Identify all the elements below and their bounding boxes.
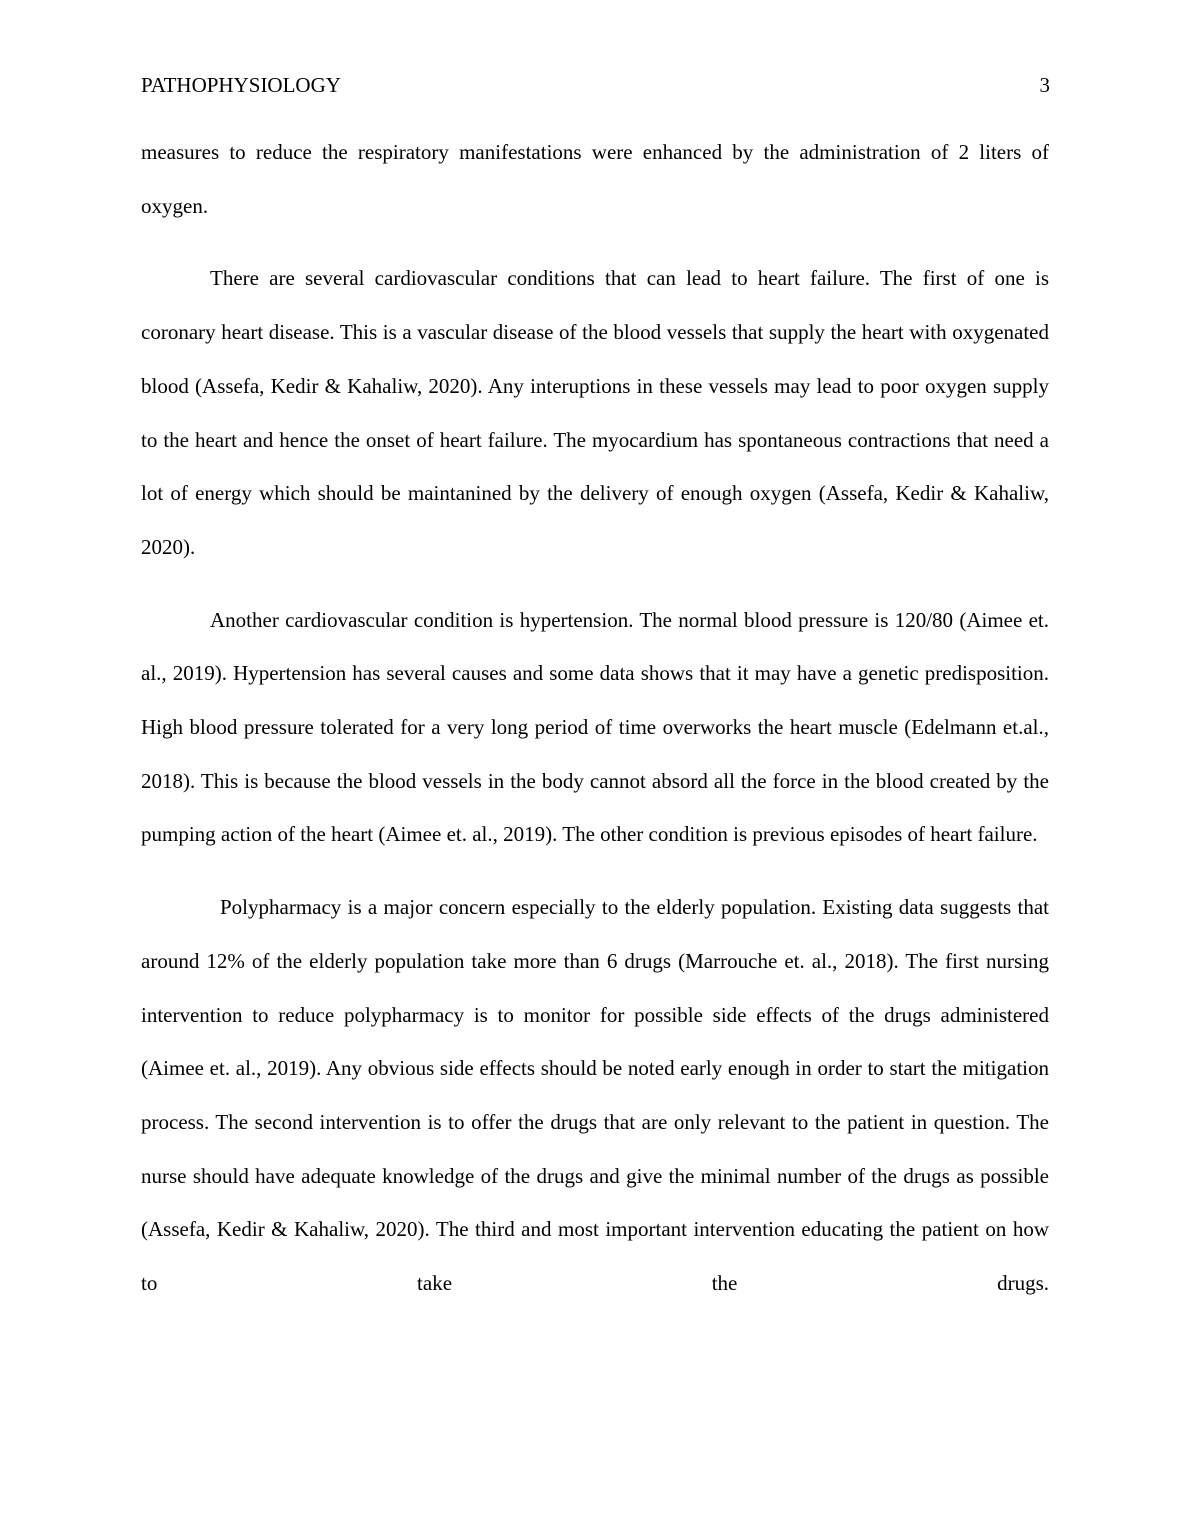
running-header bbox=[141, 70, 1050, 100]
paragraph-coronary-heart-disease: There are several cardiovascular conditions that can lead to heart failure. The first of one is coronary heart disease. This is a vascular disease of the blood vessels that supply the heart with oxygenated blood (Assefa, Kedir & Kahaliw, 2020). Any interuptions in these vessels may lead to poor oxygen supply to the heart and hence the onset of heart failure. The myocardium has spontaneous contractions that need a lot of energy which should be maintanined by the delivery of enough oxygen (Assefa, Kedir & Kahaliw, 2020). bbox=[141, 266, 1049, 559]
body-text bbox=[141, 126, 1049, 1330]
paragraph-hypertension: Another cardiovascular condition is hypertension. The normal blood pressure is 120/80 (Aimee et. al., 2019). Hypertension has several causes and some data shows that it may have a genetic predisposition. High blood pressure tolerated for a very long period of time overworks the heart muscle (Edelmann et.al., 2018). This is because the blood vessels in the body cannot absord all the force in the blood created by the pumping action of the heart (Aimee et. al., 2019). The other condition is previous episodes of heart failure. bbox=[141, 607, 1049, 847]
paragraph-polypharmacy: Polypharmacy is a major concern especially to the elderly population. Existing data suggests that around 12% of the elderly population take more than 6 drugs (Marrouche et. al., 2018). The first nursing intervention to reduce polypharmacy is to monitor for possible side effects of the drugs administered (Aimee et. al., 2019). Any obvious side effects should be noted early enough in order to start the mitigation process. The second intervention is to offer the drugs that are only relevant to the patient in question. The nurse should have adequate knowledge of the drugs and give the minimal number of the drugs as possible (Assefa, Kedir & Kahaliw, 2020). The third and most important intervention educating the patient on how to take the drugs. bbox=[141, 895, 1049, 1296]
paragraph-respiratory-measures: measures to reduce the respiratory manifestations were enhanced by the administration of 2 liters of oxygen. bbox=[141, 140, 1049, 218]
page-number: 3 bbox=[1039, 73, 1050, 97]
header-title: PATHOPHYSIOLOGY bbox=[141, 73, 341, 97]
